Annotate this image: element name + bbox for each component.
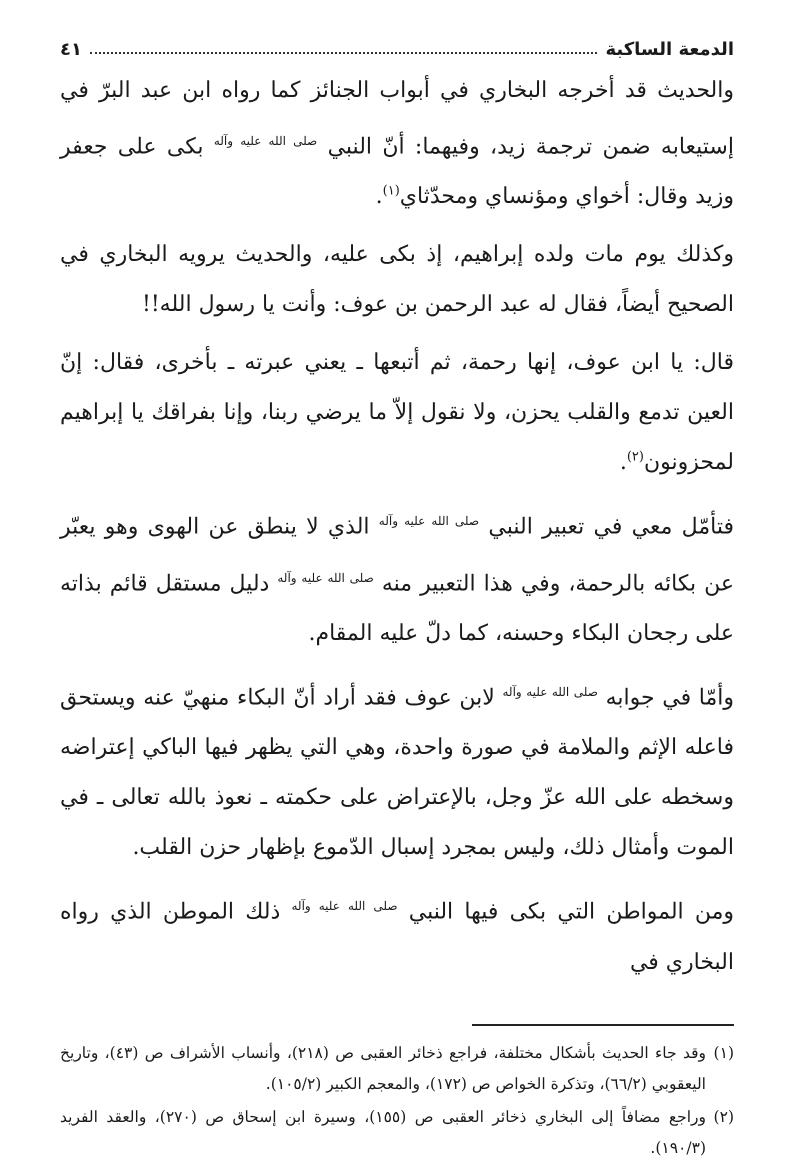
page-number: ٤١ xyxy=(60,39,82,60)
honorific-symbol: صلى الله عليه وآله xyxy=(291,899,398,914)
honorific-symbol: صلى الله عليه وآله xyxy=(502,684,598,699)
footnote-separator xyxy=(472,1024,734,1026)
paragraph-6 xyxy=(60,881,734,987)
paragraph-1 xyxy=(60,66,734,222)
footnote-text: وراجع مضافاً إلى البخاري ذخائر العقبى ص (١٥٥)، وسيرة ابن إسحاق ص (٢٧٠)، والعقد الفريد (١٩٠/٣). xyxy=(60,1107,707,1157)
paragraph-text: دليل مستقل قائم بذاته على رجحان البكاء وحسنه، كما دلّ عليه المقام. xyxy=(60,570,734,646)
footnote-mark: (١) xyxy=(713,1043,734,1062)
book-title: الدمعة الساكبة xyxy=(605,39,734,60)
footnote-mark: (٢) xyxy=(713,1107,734,1126)
honorific-symbol: صلى الله عليه وآله xyxy=(277,570,374,585)
paragraph-text: الذي لا ينطق عن الهوى وهو يعبّر عن بكائه بالرحمة، وفي هذا التعبير منه xyxy=(60,514,735,596)
footnotes xyxy=(60,1038,734,1164)
honorific-symbol: صلى الله عليه وآله xyxy=(378,514,480,529)
main-text xyxy=(60,66,734,988)
paragraph-text: . xyxy=(375,184,383,210)
footnote-text: وقد جاء الحديث بأشكال مختلفة، فراجع ذخائر العقبى ص (٢١٨)، وأنساب الأشراف ص (٤٣)، وتاريخ اليعقوبي (٦٦/٢)، وتذكرة الخواص ص (١٧٢)، والمعجم الكبير (١٠٥/٢). xyxy=(60,1043,706,1093)
footnote-1 xyxy=(60,1038,734,1100)
footnote-2 xyxy=(60,1102,734,1164)
paragraph-text: . xyxy=(619,450,627,476)
paragraph-text: والحديث قد أخرجه البخاري في أبواب الجنائز كما رواه ابن عبد البرّ في إستيعابه ضمن ترجمة زيد، وفيهما: أنّ النبي xyxy=(60,78,734,160)
paragraph-text: لابن عوف فقد أراد أنّ البكاء منهيّ عنه ويستحق فاعله الإثم والملامة في صورة واحدة، وهي التي يظهر فيها الباكي إعتراضه وسخطه على الله عزّ وجل، بالإعتراض على حكمته ـ نعوذ بالله تعالى ـ في الموت وأمثال ذلك، وليس بمجرد إسبال الدّموع بإظهار حزن القلب. xyxy=(60,685,734,861)
honorific-symbol: صلى الله عليه وآله xyxy=(213,134,318,148)
paragraph-3 xyxy=(60,338,734,488)
paragraph-4 xyxy=(60,496,734,659)
footnote-ref-2: (٢) xyxy=(626,450,644,465)
book-page xyxy=(60,28,735,1157)
paragraph-5 xyxy=(60,667,734,873)
paragraph-text: بكى على جعفر وزيد وقال: أخواي ومؤنساي ومحدّثاي xyxy=(60,134,734,210)
header-dotted-leader xyxy=(90,52,597,54)
footnote-ref-1: (١) xyxy=(382,184,400,199)
paragraph-text: ومن المواطن التي بكى فيها النبي xyxy=(397,899,734,925)
paragraph-text: ذلك الموطن الذي رواه البخاري في xyxy=(60,899,734,975)
running-header xyxy=(60,28,734,60)
paragraph-text: قال: يا ابن عوف، إنها رحمة، ثم أتبعها ـ يعني عبرته ـ بأخرى، فقال: إنّ العين تدمع والقلب يحزن، ولا نقول إلاّ ما يرضي ربنا، وإنا بفراقك يا إبراهيم لمحزونون xyxy=(60,350,734,476)
paragraph-text: وأمّا في جوابه xyxy=(597,685,734,711)
paragraph-2: وكذلك يوم مات ولده إبراهيم، إذ بكى عليه، والحديث يرويه البخاري في الصحيح أيضاً، فقال له عبد الرحمن بن عوف: وأنت يا رسول الله!! xyxy=(60,242,734,318)
paragraph-text: فتأمّل معي في تعبير النبي xyxy=(479,514,734,540)
